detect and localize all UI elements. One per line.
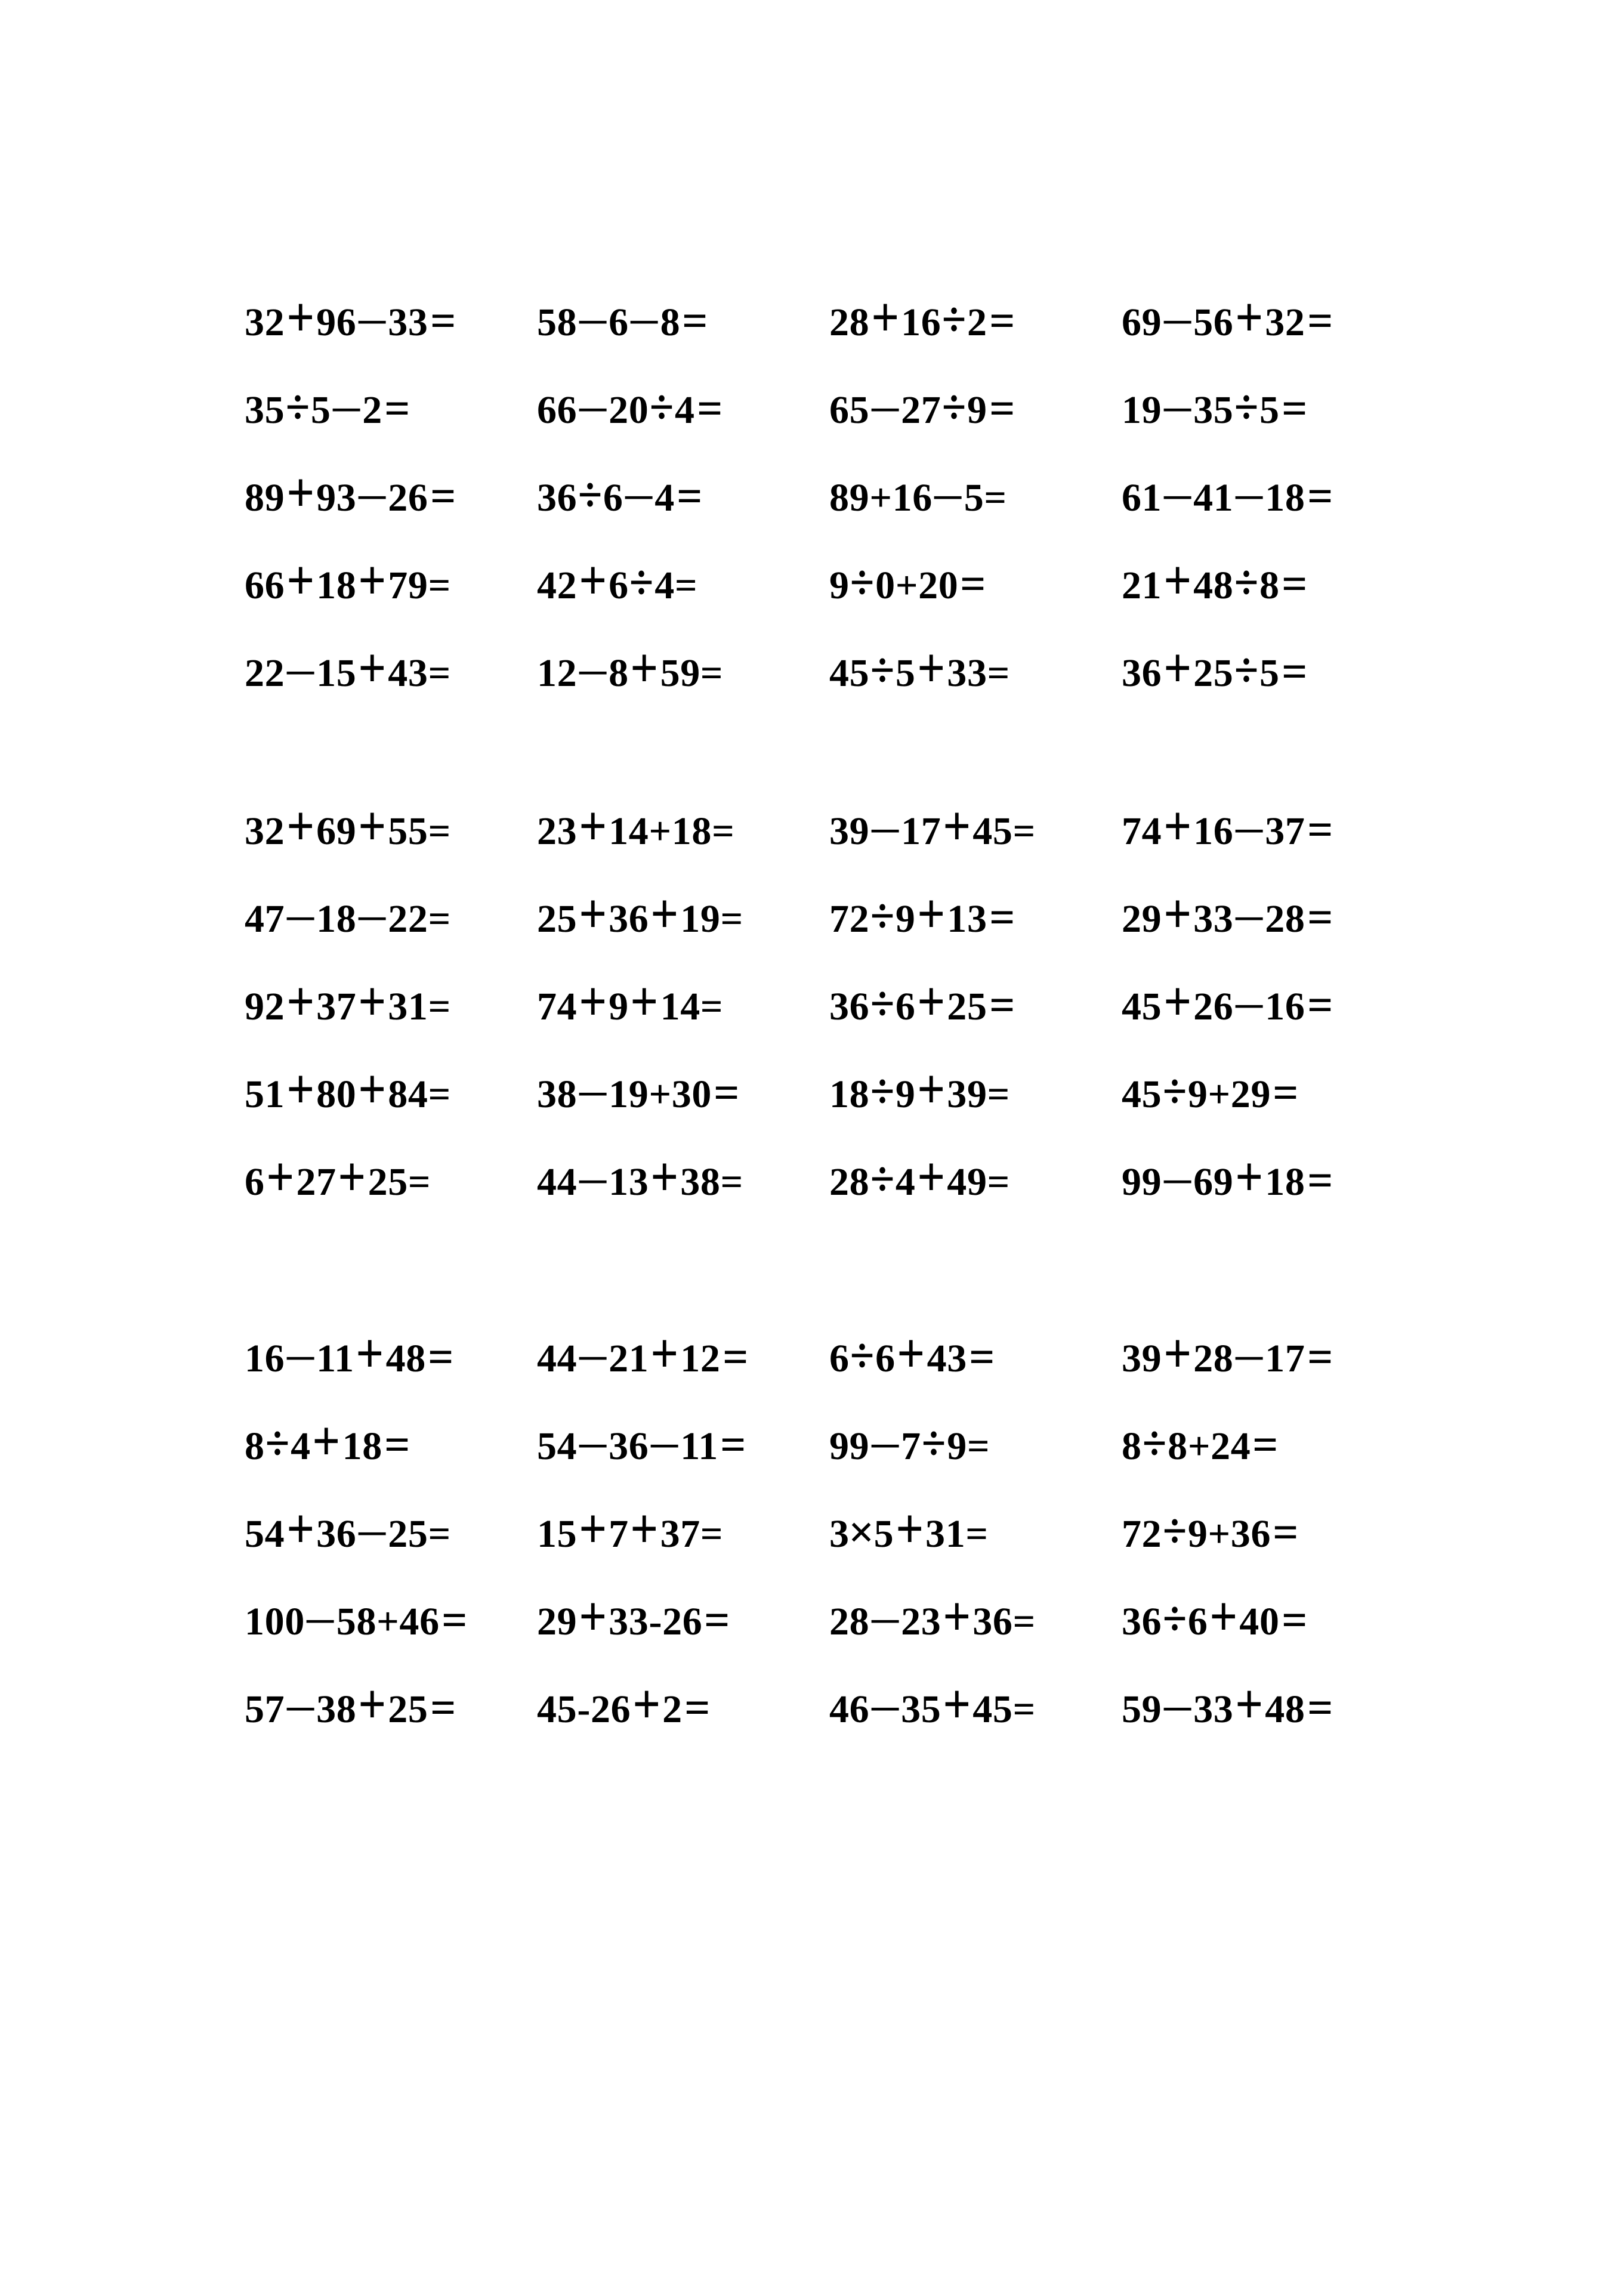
math-problem: 59−33+48=	[1122, 1673, 1333, 1736]
math-problem: 36÷6+25=	[829, 970, 1015, 1034]
math-problem: 45÷9+29=	[1122, 1064, 1299, 1119]
math-problem: 23+14+18=	[537, 795, 735, 858]
math-problem: 8÷4+18=	[245, 1410, 411, 1473]
math-problem: 28+16÷2=	[829, 286, 1015, 350]
problem-block-1	[245, 279, 1396, 717]
math-problem: 36÷6+40=	[1122, 1585, 1308, 1649]
math-problem: 47−18−22=	[245, 897, 451, 941]
math-problem: 99−7÷9=	[829, 1416, 990, 1471]
math-problem: 18÷9+39=	[829, 1058, 1010, 1121]
math-problem: 35÷5−2=	[245, 380, 411, 435]
math-problem: 66−20÷4=	[537, 380, 723, 435]
math-problem: 32+96−33=	[245, 286, 456, 350]
math-problem: 61−41−18=	[1122, 471, 1333, 522]
math-problem: 29+33-26=	[537, 1585, 731, 1649]
math-problem: 89+16−5=	[829, 476, 1007, 520]
problem-block-3	[245, 1315, 1396, 1753]
math-problem: 99−69+18=	[1122, 1145, 1333, 1209]
math-problem: 74+9+14=	[537, 970, 724, 1034]
math-problem: 72÷9+36=	[1122, 1504, 1299, 1559]
math-problem: 54−36−11=	[537, 1420, 747, 1470]
math-problem: 15+7+37=	[537, 1497, 724, 1561]
math-problem: 6+27+25=	[245, 1145, 431, 1209]
math-problem: 9÷0+20=	[829, 555, 987, 610]
math-problem: 28÷4+49=	[829, 1145, 1010, 1209]
math-problem: 92+37+31=	[245, 970, 451, 1034]
math-problem: 45-26+2=	[537, 1673, 711, 1736]
math-problem: 39−17+45=	[829, 795, 1036, 858]
math-problem: 44−21+12=	[537, 1322, 749, 1386]
math-problem: 45÷5+33=	[829, 636, 1010, 700]
math-problem: 54+36−25=	[245, 1497, 451, 1561]
math-problem: 46−35+45=	[829, 1673, 1036, 1736]
math-problem: 69−56+32=	[1122, 286, 1333, 350]
math-problem: 36+25÷5=	[1122, 636, 1308, 700]
math-problem: 25+36+19=	[537, 882, 743, 946]
math-problem: 38−19+30=	[537, 1068, 740, 1118]
math-problem: 42+6÷4=	[537, 549, 698, 613]
math-problem: 74+16−37=	[1122, 795, 1333, 858]
math-problem: 39+28−17=	[1122, 1322, 1333, 1386]
math-problem: 3×5+31=	[829, 1497, 989, 1561]
problem-block-2	[245, 787, 1396, 1226]
math-problem: 21+48÷8=	[1122, 549, 1308, 613]
math-problem: 72÷9+13=	[829, 882, 1015, 946]
math-problem: 28−23+36=	[829, 1585, 1036, 1649]
math-problem: 44−13+38=	[537, 1145, 743, 1209]
math-problem: 66+18+79=	[245, 549, 451, 613]
math-problem: 29+33−28=	[1122, 882, 1333, 946]
math-problem: 22−15+43=	[245, 636, 451, 700]
math-problem: 36÷6−4=	[537, 468, 703, 523]
math-problem: 12−8+59=	[537, 636, 724, 700]
math-problem: 32+69+55=	[245, 795, 451, 858]
math-problem: 89+93−26=	[245, 461, 456, 525]
math-problem: 51+80+84=	[245, 1058, 451, 1121]
math-problem: 19−35÷5=	[1122, 380, 1308, 435]
math-problem: 58−6−8=	[537, 296, 709, 347]
math-problem: 6÷6+43=	[829, 1322, 996, 1386]
math-problem: 16−11+48=	[245, 1322, 455, 1386]
math-problem: 8÷8+24=	[1122, 1416, 1279, 1471]
math-problem: 57−38+25=	[245, 1673, 456, 1736]
math-problem: 45+26−16=	[1122, 970, 1333, 1034]
math-problem: 65−27÷9=	[829, 380, 1015, 435]
math-problem: 100−58+46=	[245, 1595, 468, 1646]
